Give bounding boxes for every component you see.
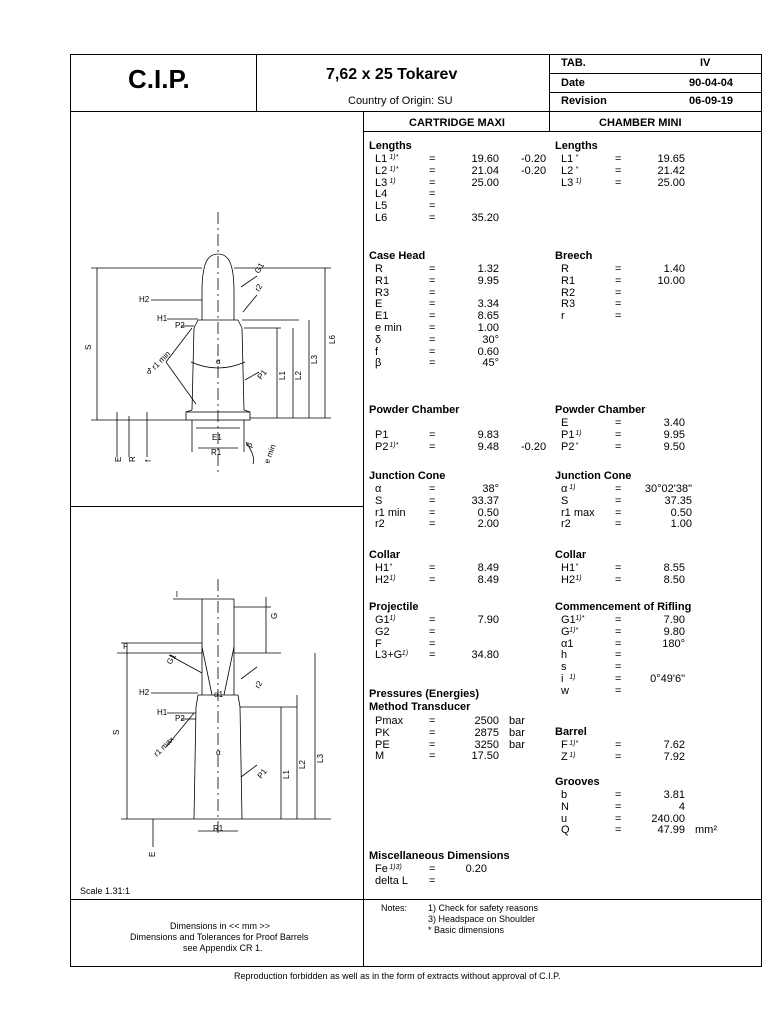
dim-value: 38°: [482, 483, 499, 495]
dim-equals: =: [429, 153, 436, 165]
dim-equals: =: [615, 506, 622, 519]
dim-equals: =: [429, 750, 436, 763]
dim-value: 240.00: [651, 812, 685, 825]
dim-footnote: 1): [569, 674, 576, 681]
section-title: Lengths: [369, 140, 412, 152]
svg-text:L3: L3: [310, 355, 319, 364]
dim-value: 1.00: [670, 518, 692, 531]
svg-text:R1: R1: [211, 448, 222, 457]
note-3: * Basic dimensions: [428, 925, 505, 935]
section-title: Collar: [369, 549, 401, 561]
dim-name: F: [375, 637, 382, 650]
dim-tolerance: bar: [509, 715, 525, 727]
dim-footnote: *: [575, 563, 579, 570]
section-title: Projectile: [369, 601, 419, 613]
svg-text:R: R: [128, 456, 137, 462]
dim-equals: =: [429, 200, 436, 213]
dim-equals: =: [429, 649, 436, 662]
dim-equals: =: [615, 750, 622, 763]
dim-name: L1: [375, 153, 388, 165]
dim-equals: =: [429, 298, 436, 311]
svg-text:e min: e min: [262, 443, 278, 465]
dim-value: 4: [678, 800, 685, 813]
dimensions-proof-barrels: Dimensions and Tolerances for Proof Barrels: [130, 932, 309, 942]
dim-name: F: [561, 739, 568, 751]
dim-equals: =: [615, 573, 622, 586]
dim-equals: =: [429, 726, 436, 739]
dim-name: R1: [375, 274, 390, 287]
dim-name: r1 min: [375, 506, 406, 519]
dim-footnote: 1)3): [389, 864, 402, 871]
dim-tolerance: bar: [509, 738, 525, 751]
reproduction-notice: Reproduction forbidden as well as in the form of extracts without approval of C.I.P.: [234, 971, 561, 981]
dim-name: R1: [561, 274, 576, 287]
caliber-title: 7,62 x 25 Tokarev: [326, 66, 458, 83]
dim-value: 8.50: [663, 573, 685, 586]
dim-footnote: 1)*: [575, 615, 585, 622]
dim-equals: =: [615, 274, 622, 287]
dim-value: 30°02'38": [644, 483, 692, 495]
dim-footnote: 1): [389, 615, 396, 622]
dim-name: α: [375, 483, 382, 495]
dim-equals: =: [615, 263, 622, 275]
dim-equals: =: [615, 661, 622, 674]
svg-text:P1: P1: [255, 367, 269, 382]
svg-text:H2: H2: [139, 688, 150, 697]
dim-value: 9.83: [477, 428, 499, 441]
dim-name: h: [561, 649, 568, 662]
dim-value: 30°: [482, 333, 499, 346]
dim-name: P2: [561, 440, 575, 453]
dim-equals: =: [429, 322, 436, 334]
dim-tolerance: bar: [509, 726, 525, 739]
dim-value: 10.00: [657, 274, 685, 287]
dim-name: β: [375, 357, 382, 370]
dim-name: L2: [375, 164, 388, 177]
section-title: Grooves: [555, 776, 600, 788]
dim-equals: =: [429, 562, 436, 574]
dim-name: H1: [375, 562, 390, 574]
dim-footnote: 1)*: [389, 165, 399, 173]
dim-name: R3: [561, 298, 576, 311]
dim-name: H2: [561, 573, 576, 586]
svg-text:δ: δ: [147, 367, 152, 376]
dim-equals: =: [429, 164, 436, 177]
dim-name: L6: [375, 212, 388, 224]
dim-name: L3+G: [375, 649, 403, 662]
svg-text:r1 min: r1 min: [150, 349, 173, 372]
dim-equals: =: [429, 573, 436, 586]
section-title: Barrel: [555, 726, 587, 738]
svg-text:α: α: [216, 357, 221, 366]
svg-text:G: G: [270, 612, 279, 619]
dim-name: u: [561, 812, 568, 825]
dim-equals: =: [429, 274, 436, 287]
dim-equals: =: [615, 614, 622, 626]
dim-name: E1: [375, 310, 389, 323]
dim-equals: =: [429, 176, 436, 189]
dim-name: G1: [375, 614, 390, 626]
dim-equals: =: [429, 483, 436, 495]
org-title: C.I.P.: [128, 64, 190, 94]
dim-equals: =: [615, 164, 622, 177]
section-title: Junction Cone: [555, 470, 632, 482]
section-title: Junction Cone: [369, 470, 446, 482]
dim-name: E: [561, 417, 569, 429]
dim-equals: =: [615, 298, 622, 311]
dim-value: 37.35: [664, 494, 692, 507]
svg-text:H1: H1: [157, 708, 168, 717]
dim-value: 0.50: [670, 506, 692, 519]
svg-text:P2: P2: [175, 321, 185, 330]
dim-equals: =: [429, 333, 436, 346]
svg-text:r2: r2: [252, 679, 265, 690]
dim-equals: =: [615, 684, 622, 697]
dim-equals: =: [615, 286, 622, 299]
dim-name: s: [561, 661, 567, 674]
dim-value: 17.50: [471, 750, 499, 763]
svg-text:L6: L6: [328, 335, 337, 344]
dim-equals: =: [615, 649, 622, 662]
section-title: Collar: [555, 549, 587, 561]
dim-name: r: [561, 310, 565, 323]
note-2: 3) Headspace on Shoulder: [428, 914, 536, 924]
scale-label: Scale 1.31:1: [80, 886, 131, 896]
svg-text:E1: E1: [212, 433, 222, 442]
dim-name: P1: [375, 428, 389, 441]
dim-footnote: 1)*: [569, 740, 579, 747]
dim-footnote: 1): [389, 177, 396, 185]
tab-label: TAB.: [561, 57, 586, 69]
section-subtitle: Method Transducer: [369, 701, 471, 713]
dim-value: 8.55: [663, 562, 685, 574]
dim-footnote: *: [389, 563, 393, 570]
svg-text:R1: R1: [213, 824, 224, 833]
dim-name: L3: [561, 176, 574, 189]
dim-equals: =: [429, 506, 436, 519]
dim-value: 3.40: [663, 417, 685, 429]
dim-value: 35.20: [471, 212, 499, 224]
dim-equals: =: [615, 310, 622, 323]
dim-name: R: [375, 263, 383, 275]
dim-name: H1: [561, 562, 576, 574]
dim-value: 0°49'6": [650, 673, 685, 685]
dimensions-unit: Dimensions in << mm >>: [170, 921, 271, 931]
dim-value: 3.34: [477, 298, 499, 311]
dim-name: w: [561, 684, 569, 697]
dim-value: 9.48: [477, 440, 499, 453]
dim-value: 8.49: [477, 573, 499, 586]
dim-name: H2: [375, 573, 390, 586]
dim-value: 9.95: [477, 274, 499, 287]
dim-name: Pmax: [375, 715, 404, 727]
dim-value: 7.90: [477, 614, 499, 626]
dim-tolerance: mm²: [695, 824, 717, 837]
dim-equals: =: [615, 789, 622, 801]
dim-value: 9.50: [663, 440, 685, 453]
dim-name: M: [375, 750, 385, 763]
svg-text:P2: P2: [175, 714, 185, 723]
dim-name: b: [561, 789, 568, 801]
dim-equals: =: [429, 286, 436, 299]
dim-name: r2: [561, 518, 571, 531]
dim-value: 9.95: [663, 428, 685, 441]
dim-equals: =: [429, 715, 436, 727]
dim-equals: =: [429, 357, 436, 370]
svg-text:α: α: [216, 748, 221, 757]
svg-text:L1: L1: [278, 371, 287, 380]
dim-value: 25.00: [471, 176, 499, 189]
dim-equals: =: [615, 494, 622, 507]
dim-value: 25.00: [657, 176, 685, 189]
dim-equals: =: [429, 625, 436, 638]
dim-name: f: [375, 345, 379, 358]
dim-value: 7.92: [663, 750, 685, 763]
dim-equals: =: [429, 863, 436, 875]
dim-name: G: [561, 625, 570, 638]
dim-value: 19.60: [471, 153, 499, 165]
note-1: 1) Check for safety reasons: [428, 903, 539, 913]
dim-name: L3: [375, 176, 388, 189]
dim-name: PK: [375, 726, 390, 739]
dim-value: 0.20: [465, 863, 487, 875]
dim-equals: =: [615, 812, 622, 825]
country-of-origin: Country of Origin: SU: [348, 95, 453, 107]
dim-equals: =: [429, 212, 436, 224]
dim-name: r1 max: [561, 506, 595, 519]
dim-name: R: [561, 263, 569, 275]
dim-name: L4: [375, 188, 388, 201]
dim-equals: =: [615, 739, 622, 751]
svg-text:S: S: [112, 729, 121, 735]
svg-text:l: l: [176, 590, 178, 599]
dim-value: 7.90: [663, 614, 685, 626]
dim-value: 180°: [662, 637, 685, 650]
svg-text:f: f: [144, 459, 153, 462]
dim-footnote: 1)*: [389, 441, 399, 449]
dim-equals: =: [429, 874, 436, 887]
dim-value: 8.65: [477, 310, 499, 323]
dim-value: 2500: [474, 715, 499, 727]
dim-name: G2: [375, 625, 390, 638]
dim-equals: =: [615, 824, 622, 837]
dim-value: 33.37: [471, 494, 499, 507]
dim-name: delta L: [375, 874, 409, 887]
dim-footnote: *: [575, 154, 579, 161]
dim-footnote: 1): [575, 574, 582, 582]
section-title: Pressures (Energies): [369, 688, 480, 700]
svg-text:E: E: [148, 851, 157, 857]
dim-equals: =: [615, 625, 622, 638]
section-title: Powder Chamber: [555, 404, 646, 416]
dim-value: 21.42: [657, 164, 685, 177]
section-title: Breech: [555, 250, 593, 262]
svg-text:S: S: [84, 344, 93, 350]
svg-text:β: β: [244, 441, 255, 449]
dim-name: P1: [561, 428, 575, 441]
dim-value: 9.80: [663, 625, 685, 638]
dim-value: 34.80: [471, 649, 499, 662]
dim-footnote: *: [575, 165, 579, 173]
dim-name: R2: [561, 286, 576, 299]
dim-equals: =: [615, 428, 622, 441]
dim-name: L2: [561, 164, 574, 177]
dim-value: 1.32: [477, 263, 499, 275]
dim-name: i: [561, 673, 564, 685]
dim-name: E: [375, 298, 383, 311]
dim-equals: =: [429, 614, 436, 626]
dim-equals: =: [429, 428, 436, 441]
dim-name: S: [375, 494, 383, 507]
dim-value: 8.49: [477, 562, 499, 574]
svg-text:F: F: [123, 642, 128, 651]
dim-equals: =: [429, 738, 436, 751]
dim-equals: =: [615, 673, 622, 685]
dim-name: S: [561, 494, 569, 507]
cartridge-maxi-title: CARTRIDGE MAXI: [409, 117, 505, 129]
svg-text:L3: L3: [316, 754, 325, 763]
dim-name: e min: [375, 322, 402, 334]
section-title: Miscellaneous Dimensions: [369, 850, 510, 862]
dim-name: L5: [375, 200, 388, 213]
svg-text:H1: H1: [157, 314, 168, 323]
dim-tolerance: -0.20: [521, 164, 547, 177]
dim-equals: =: [429, 494, 436, 507]
dim-equals: =: [429, 263, 436, 275]
dim-value: 7.62: [663, 739, 685, 751]
dim-equals: =: [615, 153, 622, 165]
dim-value: 19.65: [657, 153, 685, 165]
dim-name: δ: [375, 333, 382, 346]
svg-text:L2: L2: [294, 371, 303, 380]
dim-footnote: 1): [575, 177, 582, 185]
dim-footnote: 1): [389, 574, 396, 582]
chamber-mini-title: CHAMBER MINI: [599, 117, 682, 129]
dim-name: Q: [561, 824, 570, 837]
dim-value: 47.99: [657, 824, 685, 837]
dim-tolerance: -0.20: [521, 153, 547, 165]
dim-equals: =: [615, 483, 622, 495]
dim-equals: =: [429, 440, 436, 453]
svg-text:α1: α1: [214, 690, 224, 699]
dim-equals: =: [429, 345, 436, 358]
dim-name: r2: [375, 518, 385, 531]
dim-value: 0.60: [477, 345, 499, 358]
dim-name: R3: [375, 286, 390, 299]
dim-value: 3250: [474, 738, 499, 751]
dim-equals: =: [429, 637, 436, 650]
dim-equals: =: [615, 518, 622, 531]
dim-value: 1.40: [663, 263, 685, 275]
dim-equals: =: [429, 188, 436, 201]
dim-name: Z: [561, 750, 568, 763]
dim-value: 2875: [474, 726, 499, 739]
dim-equals: =: [615, 440, 622, 453]
dim-value: 2.00: [477, 518, 499, 531]
dim-name: P2: [375, 440, 389, 453]
dim-value: 21.04: [471, 164, 499, 177]
tab-value: IV: [700, 57, 711, 69]
dim-name: α: [561, 483, 568, 495]
dim-name: G1: [561, 614, 576, 626]
dim-equals: =: [615, 637, 622, 650]
dim-name: α1: [561, 637, 574, 650]
dim-footnote: *: [575, 441, 579, 449]
svg-text:G1: G1: [164, 652, 179, 666]
section-title: Commencement of Rifling: [555, 601, 692, 613]
dim-name: Fe: [375, 863, 388, 875]
dim-equals: =: [429, 518, 436, 531]
dim-equals: =: [615, 176, 622, 189]
dim-equals: =: [429, 310, 436, 323]
svg-text:P1: P1: [255, 766, 269, 781]
revision-value: 06-09-19: [689, 95, 734, 107]
dim-name: PE: [375, 738, 390, 751]
svg-text:r2: r2: [252, 282, 265, 293]
dim-value: 0.50: [477, 506, 499, 519]
section-title: Powder Chamber: [369, 404, 460, 416]
dim-value: 3.81: [663, 789, 685, 801]
svg-text:G1: G1: [252, 261, 267, 275]
dim-equals: =: [615, 417, 622, 429]
svg-text:r1 max: r1 max: [152, 734, 176, 759]
dim-value: 1.00: [477, 322, 499, 334]
dim-footnote: 1)*: [569, 626, 579, 634]
cartridge-drawing: [71, 112, 363, 506]
dim-footnote: 1): [575, 429, 582, 437]
dim-footnote: 1): [569, 484, 576, 491]
dim-tolerance: -0.20: [521, 440, 547, 453]
svg-text:L2: L2: [298, 760, 307, 769]
dim-name: L1: [561, 153, 574, 165]
dim-equals: =: [615, 800, 622, 813]
section-title: Case Head: [369, 250, 426, 262]
date-label: Date: [561, 77, 585, 89]
dim-name: N: [561, 800, 569, 813]
date-value: 90-04-04: [689, 77, 734, 89]
revision-label: Revision: [561, 95, 607, 107]
dim-footnote: 1): [401, 650, 409, 658]
dim-footnote: 1): [569, 751, 576, 759]
chamber-drawing: [71, 507, 363, 897]
notes-label: Notes:: [381, 903, 408, 913]
dim-value: 45°: [482, 357, 499, 370]
dim-equals: =: [615, 562, 622, 574]
dimensions-appendix: see Appendix CR 1.: [183, 943, 263, 953]
section-title: Lengths: [555, 140, 598, 152]
svg-text:H2: H2: [139, 295, 150, 304]
svg-text:L1: L1: [282, 770, 291, 779]
dim-footnote: 1)*: [389, 154, 399, 161]
svg-text:E: E: [114, 456, 123, 462]
